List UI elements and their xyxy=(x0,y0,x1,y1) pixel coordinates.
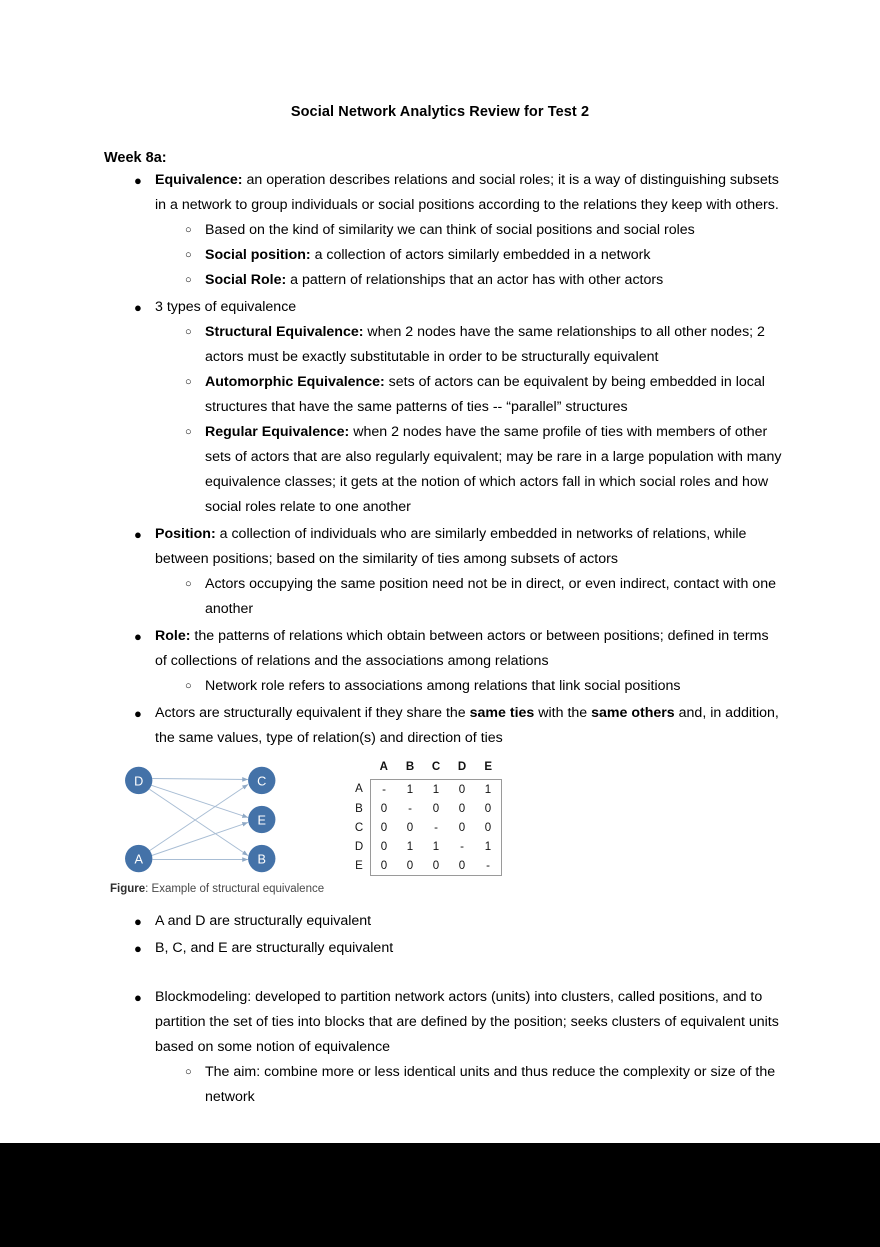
text-position: a collection of individuals who are similarly embedded in networks of relations, while between positions; based on the similarity of ties among subsets of actors xyxy=(155,526,747,567)
emphasis-same-others: same others xyxy=(591,705,675,721)
matrix-cell: 0 xyxy=(449,856,475,876)
list-item xyxy=(0,572,782,622)
matrix-cell: - xyxy=(460,840,464,853)
matrix-col-header: A xyxy=(379,760,388,773)
matrix-cell: 0 xyxy=(371,856,398,876)
matrix-cell: 0 xyxy=(371,818,398,837)
matrix-cell: - xyxy=(434,821,438,834)
matrix-col-header: D xyxy=(457,760,467,773)
matrix-row xyxy=(348,818,502,837)
matrix-cell: - xyxy=(371,780,398,800)
list-item xyxy=(0,268,782,293)
bullet-disc-icon: ● xyxy=(134,990,142,1005)
matrix-row xyxy=(348,856,502,876)
list-item-position xyxy=(0,522,880,622)
matrix-row xyxy=(348,799,502,818)
text-equivalence: an operation describes relations and social roles; it is a way of distinguishing subsets in a network to group individuals or social positions according to the relations they keep with others. xyxy=(155,172,779,213)
node-c-label: C xyxy=(257,774,267,789)
sublist-position xyxy=(155,572,782,622)
matrix-cell: 1 xyxy=(423,780,449,800)
list-item xyxy=(0,674,782,699)
sub-text: when 2 nodes have the same relationships to all other nodes; 2 actors must be exactly substitutable in order to be structurally equivalent xyxy=(205,324,765,365)
matrix-cell: 0 xyxy=(406,821,414,834)
term-equivalence: Equivalence: xyxy=(155,172,243,188)
edge-a-c xyxy=(149,784,248,850)
matrix-cell: - xyxy=(408,802,412,815)
node-b-label: B xyxy=(257,852,266,867)
matrix-row-header: A xyxy=(355,783,363,796)
bullet-circle-icon: ○ xyxy=(185,326,192,338)
sub-term: Structural Equivalence: xyxy=(205,324,364,340)
sub-text: Based on the kind of similarity we can think of social positions and social roles xyxy=(205,222,695,238)
matrix-corner-cell xyxy=(348,757,371,780)
bullet-circle-icon: ○ xyxy=(185,249,192,261)
matrix-header-row xyxy=(348,757,502,780)
list-item xyxy=(0,370,782,420)
list-spacer xyxy=(0,961,880,983)
adjacency-matrix xyxy=(348,757,508,876)
sub-term: Social position: xyxy=(205,247,311,263)
bullet-disc-icon: ● xyxy=(134,300,142,315)
matrix-cell: 1 xyxy=(475,780,502,800)
edge-d-c xyxy=(152,778,248,779)
figure-caption-label: Figure xyxy=(110,883,146,895)
matrix-col-header: B xyxy=(405,760,415,773)
matrix-row xyxy=(348,780,502,800)
network-diagram xyxy=(110,757,310,882)
list-item-finding-bce xyxy=(0,936,880,961)
text-types-of-equivalence: 3 types of equivalence xyxy=(155,299,297,315)
matrix-cell: - xyxy=(475,856,502,876)
edge-group xyxy=(149,778,248,859)
matrix-cell: 0 xyxy=(371,837,398,856)
matrix-cell: 0 xyxy=(423,856,449,876)
figure-caption xyxy=(110,883,324,895)
bullet-circle-icon: ○ xyxy=(185,1066,192,1078)
term-position: Position: xyxy=(155,526,216,542)
matrix-cell: 0 xyxy=(432,802,440,815)
bullet-disc-icon: ● xyxy=(134,629,142,644)
sub-text: a collection of actors similarly embedded in a network xyxy=(310,247,651,263)
edge-d-b xyxy=(149,789,248,855)
text-blockmodeling: Blockmodeling: developed to partition network actors (units) into clusters, called positions, and to partition the set of ties into blocks that are defined by the position; seeks clusters of equivalent units based on some notion of equivalence xyxy=(155,989,779,1055)
matrix-cell: 0 xyxy=(458,802,466,815)
bullet-circle-icon: ○ xyxy=(185,578,192,590)
sub-text: when 2 nodes have the same profile of ties with members of other sets of actors that are also regularly equivalent; may be rare in a large population with many equivalence classes; it gets at the notion of which actors fall in which social roles and how social roles relate to one another xyxy=(205,424,782,515)
matrix-cell: 1 xyxy=(475,837,502,856)
bullet-circle-icon: ○ xyxy=(185,426,192,438)
bullet-disc-icon: ● xyxy=(134,941,142,956)
matrix-cell: 1 xyxy=(406,840,414,853)
bullet-circle-icon: ○ xyxy=(185,224,192,236)
matrix-col-header: C xyxy=(431,760,441,773)
edge-d-e xyxy=(151,785,248,817)
sublist-types-of-equivalence xyxy=(155,320,782,520)
sub-term: Automorphic Equivalence: xyxy=(205,374,385,390)
bullet-disc-icon: ● xyxy=(134,173,142,188)
text-role: the patterns of relations which obtain between actors or between positions; defined in terms of collections of relations and the associations among relations xyxy=(155,628,769,669)
emphasis-same-ties: same ties xyxy=(469,705,535,721)
list-item-finding-ad xyxy=(0,909,880,934)
edge-a-e xyxy=(151,822,248,855)
sub-term: Social Role: xyxy=(205,272,287,288)
list-item-blockmodeling xyxy=(0,985,880,1110)
sub-text: Actors occupying the same position need not be in direct, or even indirect, contact with one another xyxy=(205,576,776,617)
term-role: Role: xyxy=(155,628,191,644)
matrix-cell: 0 xyxy=(475,818,502,837)
sub-text: The aim: combine more or less identical units and thus reduce the complexity or size of the network xyxy=(205,1064,776,1105)
section-heading-week-8a: Week 8a: xyxy=(104,150,167,166)
finding-text: A and D are structurally equivalent xyxy=(155,913,372,929)
sublist-blockmodeling xyxy=(155,1060,782,1110)
sub-text: a pattern of relationships that an actor has with other actors xyxy=(286,272,664,288)
node-group xyxy=(125,767,275,872)
bullet-disc-icon: ● xyxy=(134,527,142,542)
bottom-black-bar xyxy=(0,1143,880,1247)
matrix-table xyxy=(348,757,502,876)
bullet-disc-icon: ● xyxy=(134,706,142,721)
sublist-role xyxy=(155,674,782,699)
sublist-equivalence xyxy=(155,218,782,293)
outline-list-continued xyxy=(0,909,880,1110)
bullet-circle-icon: ○ xyxy=(185,274,192,286)
list-item-equivalence xyxy=(0,168,880,293)
text-part3: and, in addition, the same values, type of relation(s) and direction of ties xyxy=(155,705,779,746)
figure-structural-equivalence xyxy=(110,757,810,907)
outline-list xyxy=(0,168,880,751)
list-item xyxy=(0,1060,782,1110)
sub-text: Network role refers to associations among relations that link social positions xyxy=(205,678,681,694)
list-item-structurally-equivalent xyxy=(0,701,880,751)
bullet-circle-icon: ○ xyxy=(185,680,192,692)
list-item-role xyxy=(0,624,880,699)
text-part1: Actors are structurally equivalent if they share the xyxy=(155,705,470,721)
sub-term: Regular Equivalence: xyxy=(205,424,350,440)
page-title: Social Network Analytics Review for Test 2 xyxy=(290,104,590,120)
text-part2: with the xyxy=(534,705,592,721)
list-item-types-of-equivalence xyxy=(0,295,880,520)
sub-text: sets of actors can be equivalent by being embedded in local structures that have the same patterns of ties -- “parallel” structures xyxy=(205,374,765,415)
matrix-cell: 1 xyxy=(397,780,423,800)
bullet-circle-icon: ○ xyxy=(185,376,192,388)
node-a-label: A xyxy=(134,852,143,867)
matrix-row-header: B xyxy=(355,802,363,815)
matrix-cell: 0 xyxy=(449,780,475,800)
list-item xyxy=(0,320,782,370)
matrix-row-header: E xyxy=(355,859,363,872)
list-item xyxy=(0,243,782,268)
matrix-cell: 1 xyxy=(432,840,440,853)
node-e-label: E xyxy=(257,813,266,828)
matrix-row-header: D xyxy=(354,840,364,853)
matrix-row-header: C xyxy=(354,821,364,834)
matrix-col-header: E xyxy=(484,760,493,773)
list-item xyxy=(0,218,782,243)
figure-caption-text: : Example of structural equivalence xyxy=(145,883,325,895)
finding-text: B, C, and E are structurally equivalent xyxy=(155,940,394,956)
matrix-cell: 0 xyxy=(371,799,398,818)
list-item xyxy=(0,420,782,520)
bullet-disc-icon: ● xyxy=(134,914,142,929)
matrix-cell: 0 xyxy=(458,821,466,834)
node-d-label: D xyxy=(134,774,144,789)
matrix-cell: 0 xyxy=(397,856,423,876)
matrix-cell: 0 xyxy=(475,799,502,818)
matrix-row xyxy=(348,837,502,856)
